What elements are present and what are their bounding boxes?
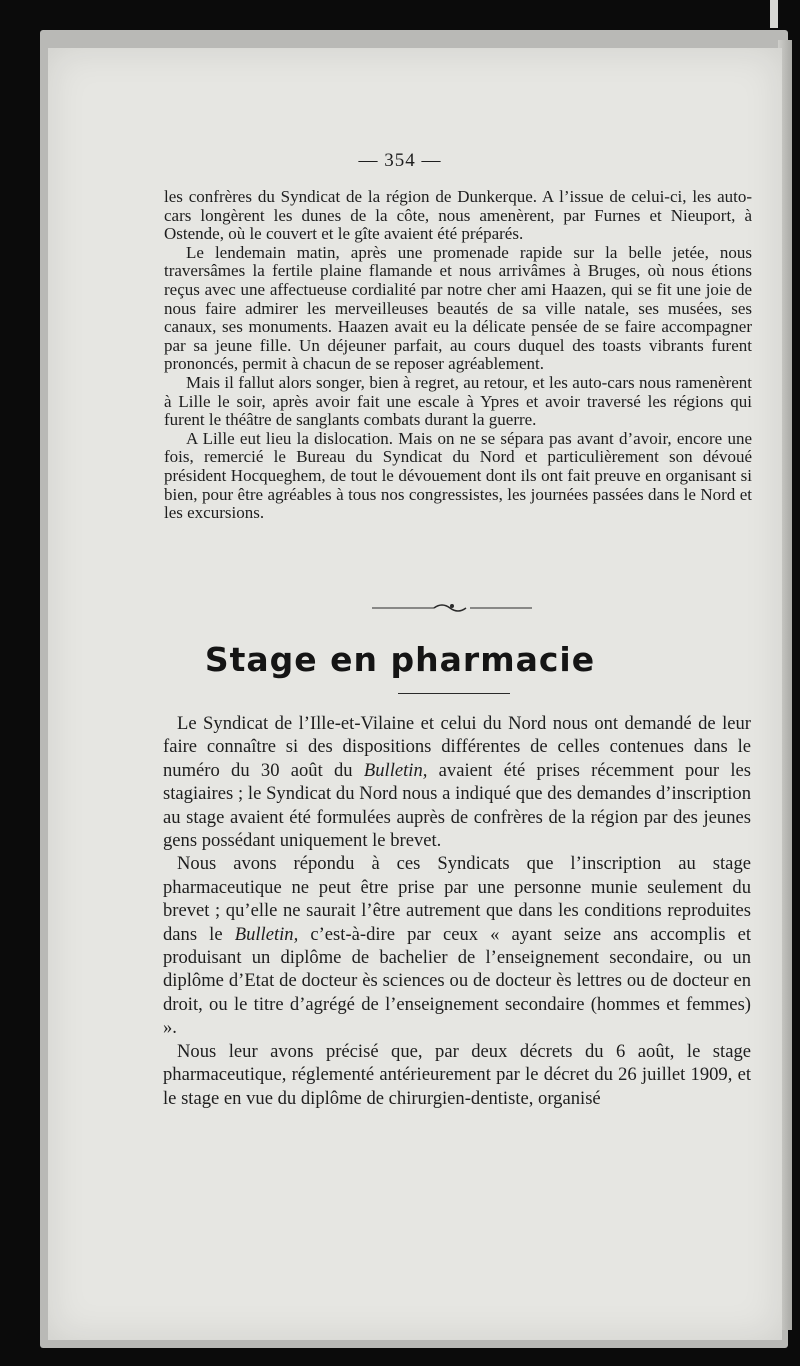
title-underline <box>398 693 510 694</box>
page-number: — 354 — <box>358 150 442 171</box>
italic-title: Bulletin, <box>363 759 428 781</box>
intro-paragraph: A Lille eut lieu la dislocation. Mais on ne se sépara pas avant d’avoir, encore une fois, remercié le Bureau du Syndicat du Nord et particulièrement son dévoué président Hocqueghem, de tout le dévouement dont ils ont fait preuve en organisant si bien, pour être agréables à tous nos congressistes, les journées passées dans le Nord et les excursions. <box>164 428 752 523</box>
text-span: avaient été prises récemment pour les stagiaires ; le Syndicat du Nord nous a indiqué que des demandes d’inscription au stage avaient été formulées auprès de confrères de la région par des jeunes gens possédant uniquement le brevet. <box>163 759 751 852</box>
section-title: Stage en pharmacie <box>204 640 596 679</box>
stage-paragraph: Nous leur avons précisé que, par deux décrets du 6 août, le stage pharmaceutique, réglementé antérieurement par le décret du 26 juillet 1909, et le stage en vue du diplôme de chirurgien-dentiste, organisé <box>163 1040 751 1109</box>
corner-mark <box>770 0 778 28</box>
intro-paragraph: Mais il fallut alors songer, bien à regret, au retour, et les auto-cars nous ramenèrent à Lille le soir, après avoir fait une escale à Ypres et avoir traversé les régions qui furent le théâtre de sanglants combats durant la guerre. <box>164 372 752 430</box>
stage-paragraph <box>163 712 751 852</box>
section-ornament <box>372 600 532 614</box>
intro-paragraph: Le lendemain matin, après une promenade rapide sur la belle jetée, nous traversâmes la fertile plaine flamande et nous arrivâmes à Bruges, où nous étions reçus avec une affectueuse cordialité par notre cher ami Haazen, qui se fit une joie de nous faire admirer les merveilleuses beautés de sa ville natale, ses musées, ses canaux, ses monuments. Haazen avait eu la délicate pensée de se faire accompagner par sa jeune fille. Un déjeuner parfait, au cours duquel des toasts vibrants furent prononcés, permit à chacun de se reposer agréablement. <box>164 242 752 374</box>
intro-paragraph: les confrères du Syndicat de la région de Dunkerque. A l’issue de celui-ci, les auto-cars longèrent les dunes de la côte, nous amenèrent, par Furnes et Nieuport, à Ostende, où le couvert et le gîte avaient été préparés. <box>164 187 752 244</box>
text-span: Nous avons répondu à ces Syndicats que l’inscription au stage pharmaceutique ne peut être prise par une personne munie seulement du brevet ; qu’elle ne saurait l’être autrement que dans les conditions reproduites dans le <box>163 853 751 945</box>
stage-text-block <box>163 712 751 1110</box>
text-span: c’est-à-dire par ceux « ayant seize ans accomplis et produisant un diplôme de bachelier de l’enseignement secondaire, ou un diplôme d’Etat de docteur ès sciences ou de docteur ès lettres ou de docteur en droit, ou le titre d’agrégé de l’enseignement secondaire (hommes et femmes) ». <box>163 923 751 1039</box>
stage-paragraph <box>163 852 751 1039</box>
text-span: Le Syndicat de l’Ille-et-Vilaine et celui du Nord nous ont demandé de leur faire connaître si des dispositions différentes de celles contenues dans le numéro du 30 août du <box>163 713 751 781</box>
intro-text-block <box>164 188 752 523</box>
italic-title: Bulletin, <box>234 923 299 945</box>
